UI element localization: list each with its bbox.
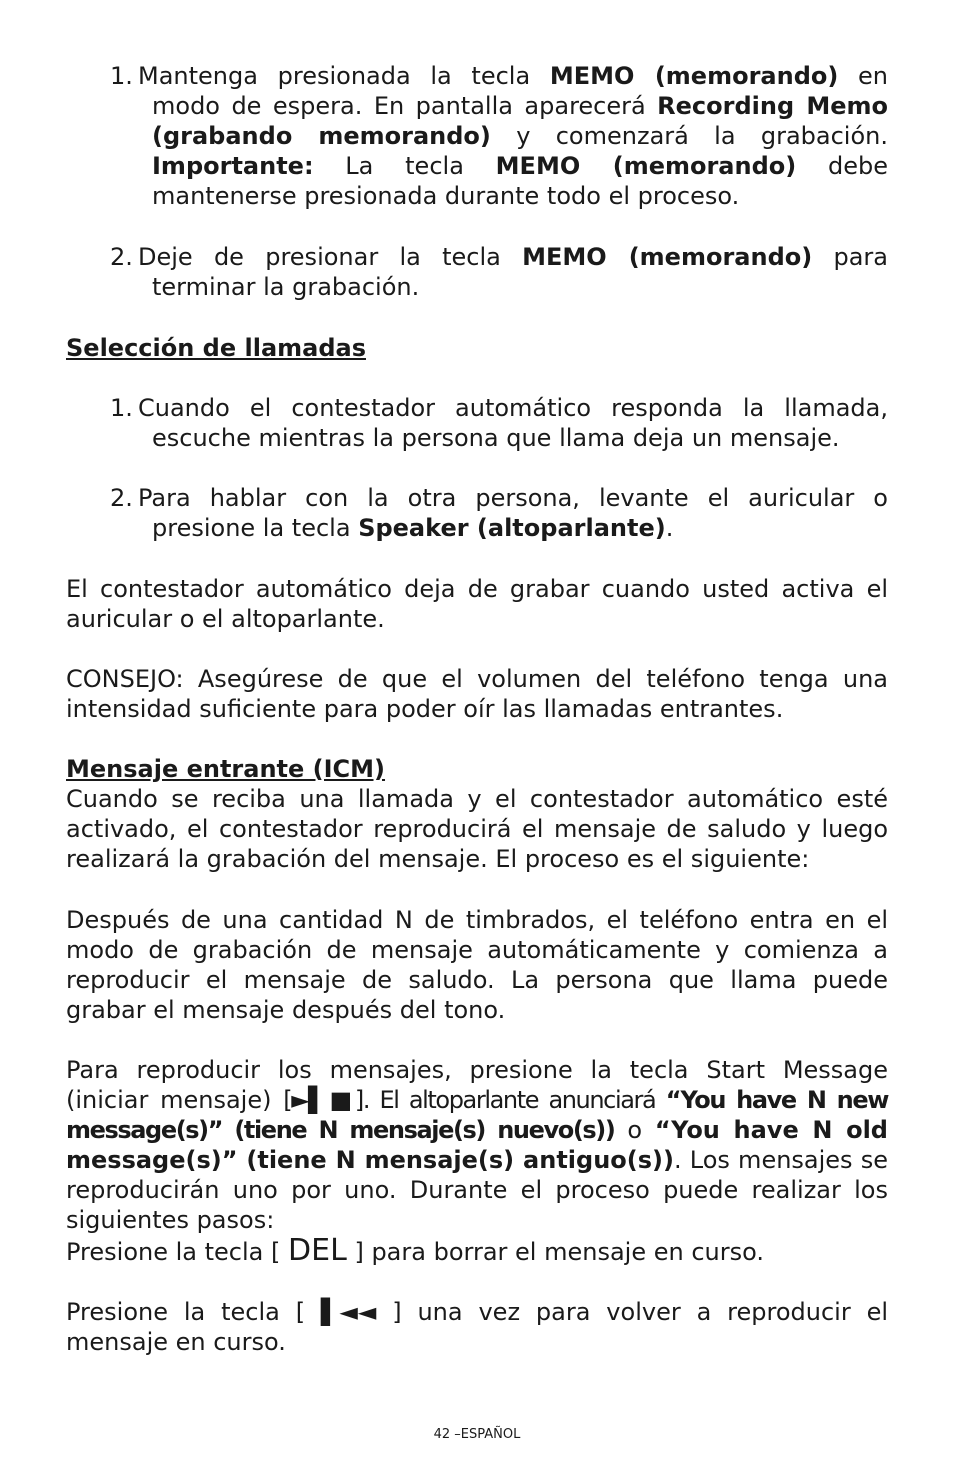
list-number: 1. (110, 62, 133, 90)
recording-stops-paragraph: El contestador automático deja de grabar cuando usted activa el auricular o el altoparlante. (66, 575, 888, 633)
call-screening-heading: Selección de llamadas (66, 334, 366, 362)
ring-count-paragraph: Después de una cantidad N de timbrados, el teléfono entra en el modo de grabación de mensaje automáticamente y comienza a reproducir el mensaje de saludo. La persona que llama puede grabar el mensaje después del tono. (66, 906, 888, 1024)
repeat-paragraph: Presione la tecla [ ▌◄◄ ] una vez para volver a reproducir el mensaje en curso. (66, 1298, 888, 1356)
memo-step-2: 2. Deje de presionar la tecla MEMO (memorando) para terminar la grabación. (110, 243, 888, 301)
icm-intro-paragraph: Cuando se reciba una llamada y el contestador automático esté activado, el contestador reproducirá el mensaje de saludo y luego realizará la grabación del mensaje. El proceso es el siguiente: (66, 785, 888, 873)
memo-step-1: 1. Mantenga presionada la tecla MEMO (memorando) en modo de espera. En pantalla aparecerá Recording Memo (grabando memorando) y comenzará la grabación. Importante: La tecla MEMO (memorando) debe mantenerse presionada durante todo el proceso. (110, 62, 889, 210)
delete-paragraph: Presione la tecla [ DEL ] para borrar el mensaje en curso. (66, 1233, 764, 1268)
list-number: 2. (110, 243, 133, 271)
screening-step-1: 1. Cuando el contestador automático responda la llamada, escuche mientras la persona que llama deja un mensaje. (110, 394, 888, 452)
screening-step-2: 2. Para hablar con la otra persona, levante el auricular o presione la tecla Speaker (altoparlante). (110, 484, 888, 542)
del-key-icon: DEL (288, 1233, 347, 1268)
tip-paragraph: CONSEJO: Asegúrese de que el volumen del teléfono tenga una intensidad suficiente para poder oír las llamadas entrantes. (66, 665, 888, 723)
playback-paragraph: Para reproducir los mensajes, presione la tecla Start Message (iniciar mensaje) [►▌■]. El altoparlante anunciará “You have N new message(s)” (tiene N mensaje(s) nuevo(s)) o “You have N old message(s)” (tiene N mensaje(s) antiguo(s)). Los mensajes se reproducirán uno por uno. Durante el proceso puede realizar los siguientes pasos: (66, 1056, 888, 1234)
list-number: 2. (110, 484, 133, 512)
start-message-key-icon: [►▌■] (283, 1086, 363, 1114)
page-footer: 42 –ESPAÑOL (433, 1427, 521, 1442)
list-number: 1. (110, 394, 133, 422)
repeat-key-icon: [ ▌◄◄ ] (295, 1298, 402, 1326)
icm-heading: Mensaje entrante (ICM) (66, 755, 386, 783)
